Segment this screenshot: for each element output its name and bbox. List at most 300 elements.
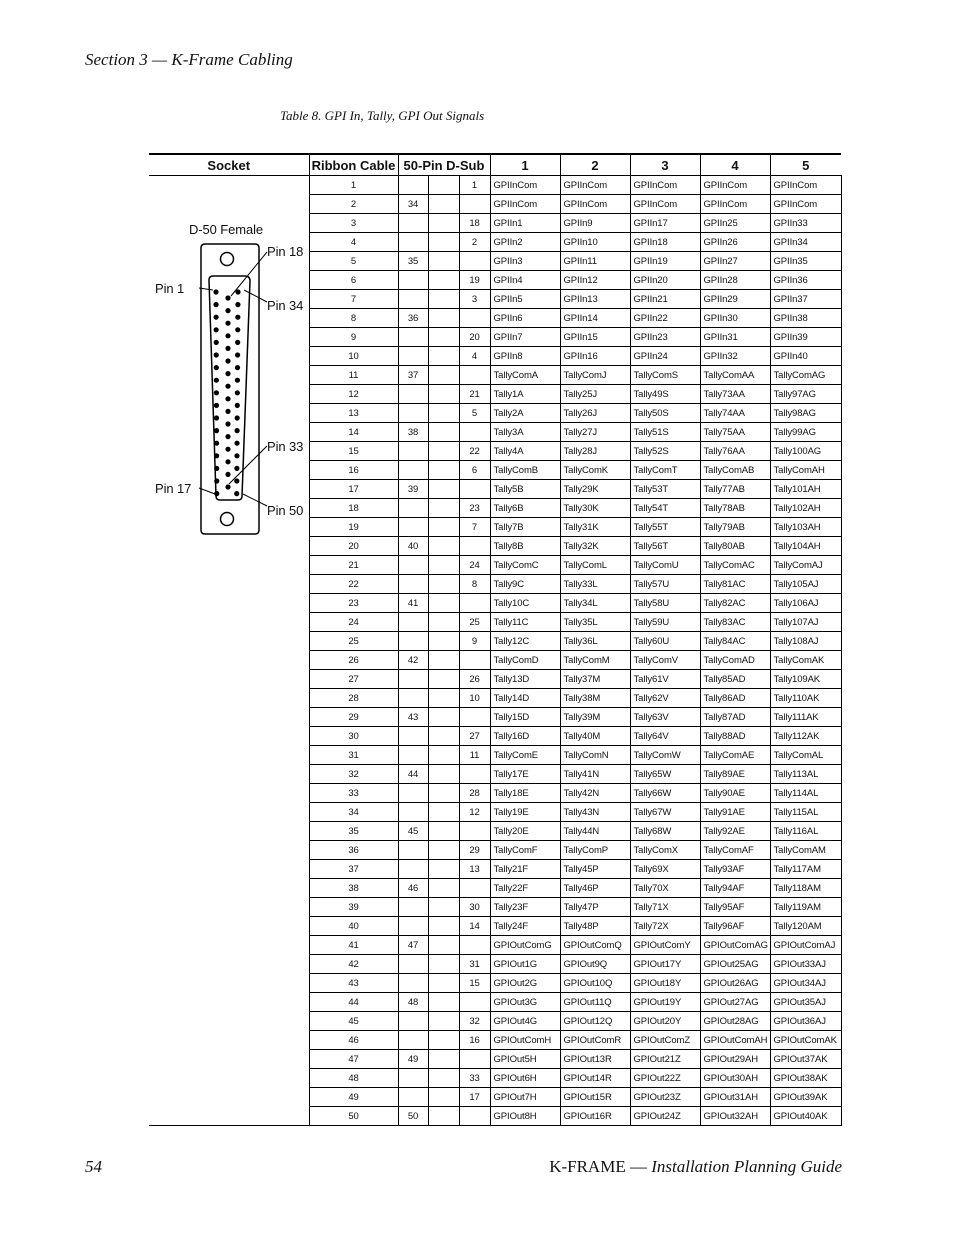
signal-col-1-cell: Tally13D <box>490 670 560 689</box>
socket-number-cell: 2 <box>309 195 398 214</box>
table-caption: Table 8. GPI In, Tally, GPI Out Signals <box>280 108 485 123</box>
dsub-pin-cell: 17 <box>459 1088 490 1107</box>
signal-col-3-cell: TallyComT <box>630 461 700 480</box>
connector-pin <box>225 472 230 477</box>
signal-col-2-cell: GPIOut16R <box>560 1107 630 1126</box>
connector-pin <box>235 315 240 320</box>
signal-col-4-cell: GPIIn32 <box>700 347 770 366</box>
socket-number-cell: 21 <box>309 556 398 575</box>
signal-col-5-cell: GPIOut35AJ <box>770 993 841 1012</box>
signal-col-3-cell: Tally51S <box>630 423 700 442</box>
socket-number-cell: 46 <box>309 1031 398 1050</box>
signal-col-4-cell: Tally95AF <box>700 898 770 917</box>
signal-col-5-cell: Tally101AH <box>770 480 841 499</box>
signal-col-3-cell: GPIOut17Y <box>630 955 700 974</box>
signal-col-2-cell: GPIIn10 <box>560 233 630 252</box>
signal-col-4-cell: Tally74AA <box>700 404 770 423</box>
signal-col-4-cell: GPIIn27 <box>700 252 770 271</box>
signal-col-5-cell: GPIOut36AJ <box>770 1012 841 1031</box>
pin-33-leader <box>229 446 267 484</box>
connector-pin <box>234 466 239 471</box>
signal-col-1-cell: GPIOut7H <box>490 1088 560 1107</box>
signal-col-5-cell: GPIIn33 <box>770 214 841 233</box>
dsub-pin-cell: 33 <box>459 1069 490 1088</box>
connector-pin <box>234 453 239 458</box>
connector-pin <box>235 403 240 408</box>
signal-col-4-cell: GPIIn31 <box>700 328 770 347</box>
table-header <box>149 154 841 176</box>
signal-col-2-cell: GPIOutComR <box>560 1031 630 1050</box>
signal-col-3-cell: TallyComW <box>630 746 700 765</box>
ribbon-cable-cell <box>398 1088 428 1107</box>
d50-connector-diagram <box>149 176 308 1111</box>
socket-number-cell: 43 <box>309 974 398 993</box>
table-row <box>149 176 841 195</box>
signal-col-1-cell: Tally16D <box>490 727 560 746</box>
dsub-blank-cell <box>428 670 459 689</box>
signal-col-2-cell: Tally42N <box>560 784 630 803</box>
signal-col-4-cell: Tally91AE <box>700 803 770 822</box>
signal-col-5-cell: GPIIn34 <box>770 233 841 252</box>
dsub-pin-cell <box>459 993 490 1012</box>
signal-col-1-cell: Tally1A <box>490 385 560 404</box>
signal-col-3-cell: TallyComV <box>630 651 700 670</box>
signal-col-3-cell: Tally54T <box>630 499 700 518</box>
dsub-blank-cell <box>428 727 459 746</box>
signal-col-3-cell: GPIIn22 <box>630 309 700 328</box>
ribbon-cable-cell <box>398 271 428 290</box>
dsub-pin-cell: 25 <box>459 613 490 632</box>
signal-col-2-cell: Tally46P <box>560 879 630 898</box>
dsub-blank-cell <box>428 537 459 556</box>
dsub-blank-cell <box>428 1031 459 1050</box>
mounting-hole-bottom <box>221 513 234 526</box>
dsub-blank-cell <box>428 252 459 271</box>
dsub-pin-cell <box>459 651 490 670</box>
dsub-blank-cell <box>428 936 459 955</box>
signal-col-4-cell: TallyComAC <box>700 556 770 575</box>
signal-col-1-cell: Tally7B <box>490 518 560 537</box>
signal-col-1-cell: Tally4A <box>490 442 560 461</box>
socket-number-cell: 49 <box>309 1088 398 1107</box>
dsub-blank-cell <box>428 746 459 765</box>
signal-col-2-cell: GPIInCom <box>560 176 630 195</box>
signal-col-3-cell: GPIOut22Z <box>630 1069 700 1088</box>
ribbon-cable-cell <box>398 176 428 195</box>
dsub-pin-cell <box>459 594 490 613</box>
ribbon-cable-cell <box>398 917 428 936</box>
connector-pin <box>235 428 240 433</box>
connector-pin <box>213 289 218 294</box>
signal-col-5-cell: Tally103AH <box>770 518 841 537</box>
dsub-blank-cell <box>428 1050 459 1069</box>
socket-number-cell: 7 <box>309 290 398 309</box>
pin-34-label: Pin 34 <box>267 298 304 313</box>
socket-number-cell: 5 <box>309 252 398 271</box>
signal-col-4-cell: GPIOut25AG <box>700 955 770 974</box>
dsub-pin-cell <box>459 936 490 955</box>
connector-pin <box>225 384 230 389</box>
socket-number-cell: 33 <box>309 784 398 803</box>
dsub-blank-cell <box>428 917 459 936</box>
signal-col-2-cell: Tally39M <box>560 708 630 727</box>
signal-col-5-cell: GPIIn35 <box>770 252 841 271</box>
signal-col-5-cell: GPIInCom <box>770 176 841 195</box>
signal-col-5-cell: Tally100AG <box>770 442 841 461</box>
socket-number-cell: 25 <box>309 632 398 651</box>
pin-34-leader <box>244 290 267 302</box>
dsub-pin-cell <box>459 309 490 328</box>
signal-col-5-cell: Tally109AK <box>770 670 841 689</box>
ribbon-cable-cell: 39 <box>398 480 428 499</box>
signal-col-2-cell: Tally45P <box>560 860 630 879</box>
signal-col-4-cell: Tally81AC <box>700 575 770 594</box>
ribbon-cable-cell <box>398 841 428 860</box>
ribbon-cable-cell <box>398 347 428 366</box>
connector-pin <box>214 390 219 395</box>
ribbon-cable-cell <box>398 955 428 974</box>
dsub-blank-cell <box>428 499 459 518</box>
ribbon-cable-cell <box>398 1069 428 1088</box>
ribbon-cable-cell <box>398 727 428 746</box>
dsub-pin-cell: 11 <box>459 746 490 765</box>
dsub-pin-cell: 12 <box>459 803 490 822</box>
dsub-blank-cell <box>428 309 459 328</box>
signal-col-4-cell: Tally93AF <box>700 860 770 879</box>
dsub-pin-cell <box>459 195 490 214</box>
signal-col-2-cell: TallyComN <box>560 746 630 765</box>
signal-col-2-cell: TallyComK <box>560 461 630 480</box>
signal-col-2-cell: GPIIn15 <box>560 328 630 347</box>
dsub-blank-cell <box>428 708 459 727</box>
signal-col-2-cell: TallyComM <box>560 651 630 670</box>
signal-col-2-cell: Tally36L <box>560 632 630 651</box>
dsub-blank-cell <box>428 803 459 822</box>
header-col-1: 1 <box>490 154 560 176</box>
header-col-2: 2 <box>560 154 630 176</box>
connector-pin <box>213 302 218 307</box>
signal-col-1-cell: TallyComA <box>490 366 560 385</box>
ribbon-cable-cell: 49 <box>398 1050 428 1069</box>
signal-col-3-cell: Tally62V <box>630 689 700 708</box>
ribbon-cable-cell <box>398 461 428 480</box>
connector-pin <box>225 434 230 439</box>
dsub-blank-cell <box>428 347 459 366</box>
signal-col-5-cell: TallyComAM <box>770 841 841 860</box>
signal-col-4-cell: GPIIn30 <box>700 309 770 328</box>
signal-col-4-cell: Tally73AA <box>700 385 770 404</box>
signal-col-4-cell: Tally90AE <box>700 784 770 803</box>
dsub-pin-cell <box>459 252 490 271</box>
signal-col-4-cell: Tally88AD <box>700 727 770 746</box>
signal-col-3-cell: GPIInCom <box>630 176 700 195</box>
signal-col-5-cell: GPIOut37AK <box>770 1050 841 1069</box>
signal-col-1-cell: Tally17E <box>490 765 560 784</box>
dsub-pin-cell: 13 <box>459 860 490 879</box>
dsub-blank-cell <box>428 689 459 708</box>
signal-col-2-cell: Tally33L <box>560 575 630 594</box>
connector-pin <box>214 365 219 370</box>
dsub-pin-cell: 26 <box>459 670 490 689</box>
signal-col-2-cell: GPIOut10Q <box>560 974 630 993</box>
signal-col-2-cell: GPIOut9Q <box>560 955 630 974</box>
ribbon-cable-cell <box>398 328 428 347</box>
ribbon-cable-cell: 36 <box>398 309 428 328</box>
header-col-3: 3 <box>630 154 700 176</box>
signal-col-5-cell: Tally102AH <box>770 499 841 518</box>
signal-col-3-cell: GPIIn18 <box>630 233 700 252</box>
signal-col-3-cell: TallyComX <box>630 841 700 860</box>
page-number: 54 <box>85 1157 102 1176</box>
ribbon-cable-cell <box>398 233 428 252</box>
signal-col-3-cell: Tally53T <box>630 480 700 499</box>
socket-number-cell: 13 <box>309 404 398 423</box>
socket-number-cell: 9 <box>309 328 398 347</box>
signal-col-4-cell: Tally83AC <box>700 613 770 632</box>
socket-number-cell: 41 <box>309 936 398 955</box>
ribbon-cable-cell <box>398 290 428 309</box>
signal-col-4-cell: Tally94AF <box>700 879 770 898</box>
connector-pin <box>225 447 230 452</box>
signal-col-5-cell: TallyComAJ <box>770 556 841 575</box>
signal-col-5-cell: Tally116AL <box>770 822 841 841</box>
signal-col-2-cell: GPIIn16 <box>560 347 630 366</box>
signal-col-5-cell: GPIOutComAJ <box>770 936 841 955</box>
ribbon-cable-cell <box>398 632 428 651</box>
connector-pin <box>214 453 219 458</box>
dsub-pin-cell <box>459 537 490 556</box>
dsub-blank-cell <box>428 480 459 499</box>
pin-1-label: Pin 1 <box>155 281 185 296</box>
dsub-pin-cell: 24 <box>459 556 490 575</box>
signal-col-4-cell: GPIOutComAG <box>700 936 770 955</box>
connector-pin <box>234 478 239 483</box>
ribbon-cable-cell <box>398 385 428 404</box>
pin-50-label: Pin 50 <box>267 503 304 518</box>
socket-number-cell: 19 <box>309 518 398 537</box>
signal-col-1-cell: GPIIn7 <box>490 328 560 347</box>
signal-col-4-cell: TallyComAD <box>700 651 770 670</box>
dsub-blank-cell <box>428 860 459 879</box>
dsub-pin-cell: 1 <box>459 176 490 195</box>
signal-col-3-cell: GPIOutComY <box>630 936 700 955</box>
dsub-pin-cell: 29 <box>459 841 490 860</box>
dsub-pin-cell: 32 <box>459 1012 490 1031</box>
dsub-pin-cell: 5 <box>459 404 490 423</box>
signal-col-5-cell: GPIOut38AK <box>770 1069 841 1088</box>
signal-col-3-cell: GPIOut21Z <box>630 1050 700 1069</box>
dsub-pin-cell: 15 <box>459 974 490 993</box>
signal-col-3-cell: GPIOutComZ <box>630 1031 700 1050</box>
signal-col-3-cell: TallyComS <box>630 366 700 385</box>
dsub-pin-cell: 22 <box>459 442 490 461</box>
signal-col-5-cell: Tally107AJ <box>770 613 841 632</box>
signal-col-2-cell: Tally37M <box>560 670 630 689</box>
signal-col-5-cell: Tally110AK <box>770 689 841 708</box>
signal-col-5-cell: TallyComAG <box>770 366 841 385</box>
signal-col-4-cell: Tally78AB <box>700 499 770 518</box>
signal-col-2-cell: Tally43N <box>560 803 630 822</box>
ribbon-cable-cell: 45 <box>398 822 428 841</box>
ribbon-cable-cell: 48 <box>398 993 428 1012</box>
signal-col-2-cell: Tally38M <box>560 689 630 708</box>
socket-number-cell: 34 <box>309 803 398 822</box>
connector-pin <box>214 415 219 420</box>
signal-col-4-cell: Tally79AB <box>700 518 770 537</box>
dsub-blank-cell <box>428 575 459 594</box>
ribbon-cable-cell <box>398 404 428 423</box>
socket-number-cell: 12 <box>309 385 398 404</box>
pin-33-label: Pin 33 <box>267 439 304 454</box>
signal-col-3-cell: TallyComU <box>630 556 700 575</box>
pin-50-leader <box>243 494 267 506</box>
socket-number-cell: 45 <box>309 1012 398 1031</box>
dsub-blank-cell <box>428 290 459 309</box>
signal-col-1-cell: Tally11C <box>490 613 560 632</box>
dsub-blank-cell <box>428 518 459 537</box>
signal-col-2-cell: Tally25J <box>560 385 630 404</box>
signal-col-5-cell: Tally97AG <box>770 385 841 404</box>
signal-col-1-cell: GPIOut1G <box>490 955 560 974</box>
signal-col-4-cell: Tally85AD <box>700 670 770 689</box>
signal-col-1-cell: GPIOut4G <box>490 1012 560 1031</box>
connector-pin <box>235 352 240 357</box>
signal-col-2-cell: Tally41N <box>560 765 630 784</box>
socket-number-cell: 32 <box>309 765 398 784</box>
signal-col-1-cell: Tally10C <box>490 594 560 613</box>
signal-col-2-cell: GPIOutComQ <box>560 936 630 955</box>
signal-col-4-cell: GPIOut29AH <box>700 1050 770 1069</box>
signal-col-4-cell: GPIOut32AH <box>700 1107 770 1126</box>
ribbon-cable-cell: 34 <box>398 195 428 214</box>
signal-col-3-cell: Tally64V <box>630 727 700 746</box>
dsub-blank-cell <box>428 442 459 461</box>
dsub-blank-cell <box>428 898 459 917</box>
dsub-blank-cell <box>428 955 459 974</box>
signal-col-2-cell: GPIOut14R <box>560 1069 630 1088</box>
signal-col-4-cell: Tally77AB <box>700 480 770 499</box>
signal-col-1-cell: Tally5B <box>490 480 560 499</box>
signal-col-2-cell: TallyComJ <box>560 366 630 385</box>
signal-col-5-cell: Tally111AK <box>770 708 841 727</box>
ribbon-cable-cell: 37 <box>398 366 428 385</box>
signal-col-2-cell: GPIIn12 <box>560 271 630 290</box>
signal-col-1-cell: Tally20E <box>490 822 560 841</box>
socket-number-cell: 20 <box>309 537 398 556</box>
connector-pin <box>214 352 219 357</box>
ribbon-cable-cell: 40 <box>398 537 428 556</box>
connector-pin <box>225 295 230 300</box>
signal-col-3-cell: GPIInCom <box>630 195 700 214</box>
socket-number-cell: 27 <box>309 670 398 689</box>
signal-col-1-cell: GPIOut5H <box>490 1050 560 1069</box>
signal-col-4-cell: GPIIn29 <box>700 290 770 309</box>
socket-number-cell: 42 <box>309 955 398 974</box>
signal-col-1-cell: GPIOutComG <box>490 936 560 955</box>
socket-number-cell: 10 <box>309 347 398 366</box>
connector-pin <box>225 333 230 338</box>
signal-col-2-cell: GPIInCom <box>560 195 630 214</box>
signal-col-4-cell: Tally87AD <box>700 708 770 727</box>
signal-col-5-cell: Tally104AH <box>770 537 841 556</box>
socket-number-cell: 23 <box>309 594 398 613</box>
dsub-blank-cell <box>428 784 459 803</box>
signal-col-1-cell: GPIOutComH <box>490 1031 560 1050</box>
ribbon-cable-cell <box>398 518 428 537</box>
connector-pin <box>214 327 219 332</box>
socket-number-cell: 11 <box>309 366 398 385</box>
connector-pin <box>225 321 230 326</box>
connector-pin <box>214 478 219 483</box>
signal-col-5-cell: Tally120AM <box>770 917 841 936</box>
signal-col-3-cell: Tally72X <box>630 917 700 936</box>
signal-col-5-cell: GPIIn39 <box>770 328 841 347</box>
socket-number-cell: 14 <box>309 423 398 442</box>
signal-col-1-cell: TallyComE <box>490 746 560 765</box>
signal-col-5-cell: Tally105AJ <box>770 575 841 594</box>
connector-pin <box>214 315 219 320</box>
dsub-blank-cell <box>428 404 459 423</box>
dsub-blank-cell <box>428 556 459 575</box>
signal-col-1-cell: GPIIn6 <box>490 309 560 328</box>
signal-col-4-cell: TallyComAE <box>700 746 770 765</box>
signal-col-4-cell: GPIOut27AG <box>700 993 770 1012</box>
dsub-pin-cell: 23 <box>459 499 490 518</box>
signal-col-1-cell: Tally14D <box>490 689 560 708</box>
signal-col-1-cell: GPIOut2G <box>490 974 560 993</box>
ribbon-cable-cell <box>398 575 428 594</box>
socket-number-cell: 18 <box>309 499 398 518</box>
connector-title: D-50 Female <box>189 222 264 237</box>
signal-col-5-cell: GPIOut33AJ <box>770 955 841 974</box>
signal-col-3-cell: Tally59U <box>630 613 700 632</box>
signal-col-3-cell: Tally71X <box>630 898 700 917</box>
dsub-pin-cell: 4 <box>459 347 490 366</box>
signal-col-2-cell: Tally35L <box>560 613 630 632</box>
footer-title-main: K-FRAME — <box>549 1157 652 1176</box>
signal-col-3-cell: GPIIn23 <box>630 328 700 347</box>
dsub-blank-cell <box>428 366 459 385</box>
connector-pin <box>225 409 230 414</box>
ribbon-cable-cell <box>398 898 428 917</box>
signal-col-4-cell: GPIOut31AH <box>700 1088 770 1107</box>
signal-col-4-cell: GPIOutComAH <box>700 1031 770 1050</box>
dsub-pin-cell: 6 <box>459 461 490 480</box>
signal-col-2-cell: Tally32K <box>560 537 630 556</box>
socket-number-cell: 15 <box>309 442 398 461</box>
signal-col-3-cell: GPIOut18Y <box>630 974 700 993</box>
signal-col-2-cell: Tally34L <box>560 594 630 613</box>
signal-col-3-cell: GPIIn20 <box>630 271 700 290</box>
signal-col-3-cell: Tally56T <box>630 537 700 556</box>
dsub-pin-cell: 7 <box>459 518 490 537</box>
dsub-blank-cell <box>428 214 459 233</box>
signal-col-3-cell: Tally60U <box>630 632 700 651</box>
ribbon-cable-cell <box>398 746 428 765</box>
dsub-blank-cell <box>428 594 459 613</box>
dsub-blank-cell <box>428 1107 459 1126</box>
signal-col-4-cell: GPIOut26AG <box>700 974 770 993</box>
signal-col-5-cell: GPIInCom <box>770 195 841 214</box>
ribbon-cable-cell <box>398 803 428 822</box>
dsub-pin-cell: 16 <box>459 1031 490 1050</box>
dsub-blank-cell <box>428 613 459 632</box>
signal-col-2-cell: GPIIn13 <box>560 290 630 309</box>
section-header: Section 3 — K-Frame Cabling <box>85 50 293 69</box>
dsub-blank-cell <box>428 461 459 480</box>
dsub-blank-cell <box>428 879 459 898</box>
dsub-pin-cell: 21 <box>459 385 490 404</box>
